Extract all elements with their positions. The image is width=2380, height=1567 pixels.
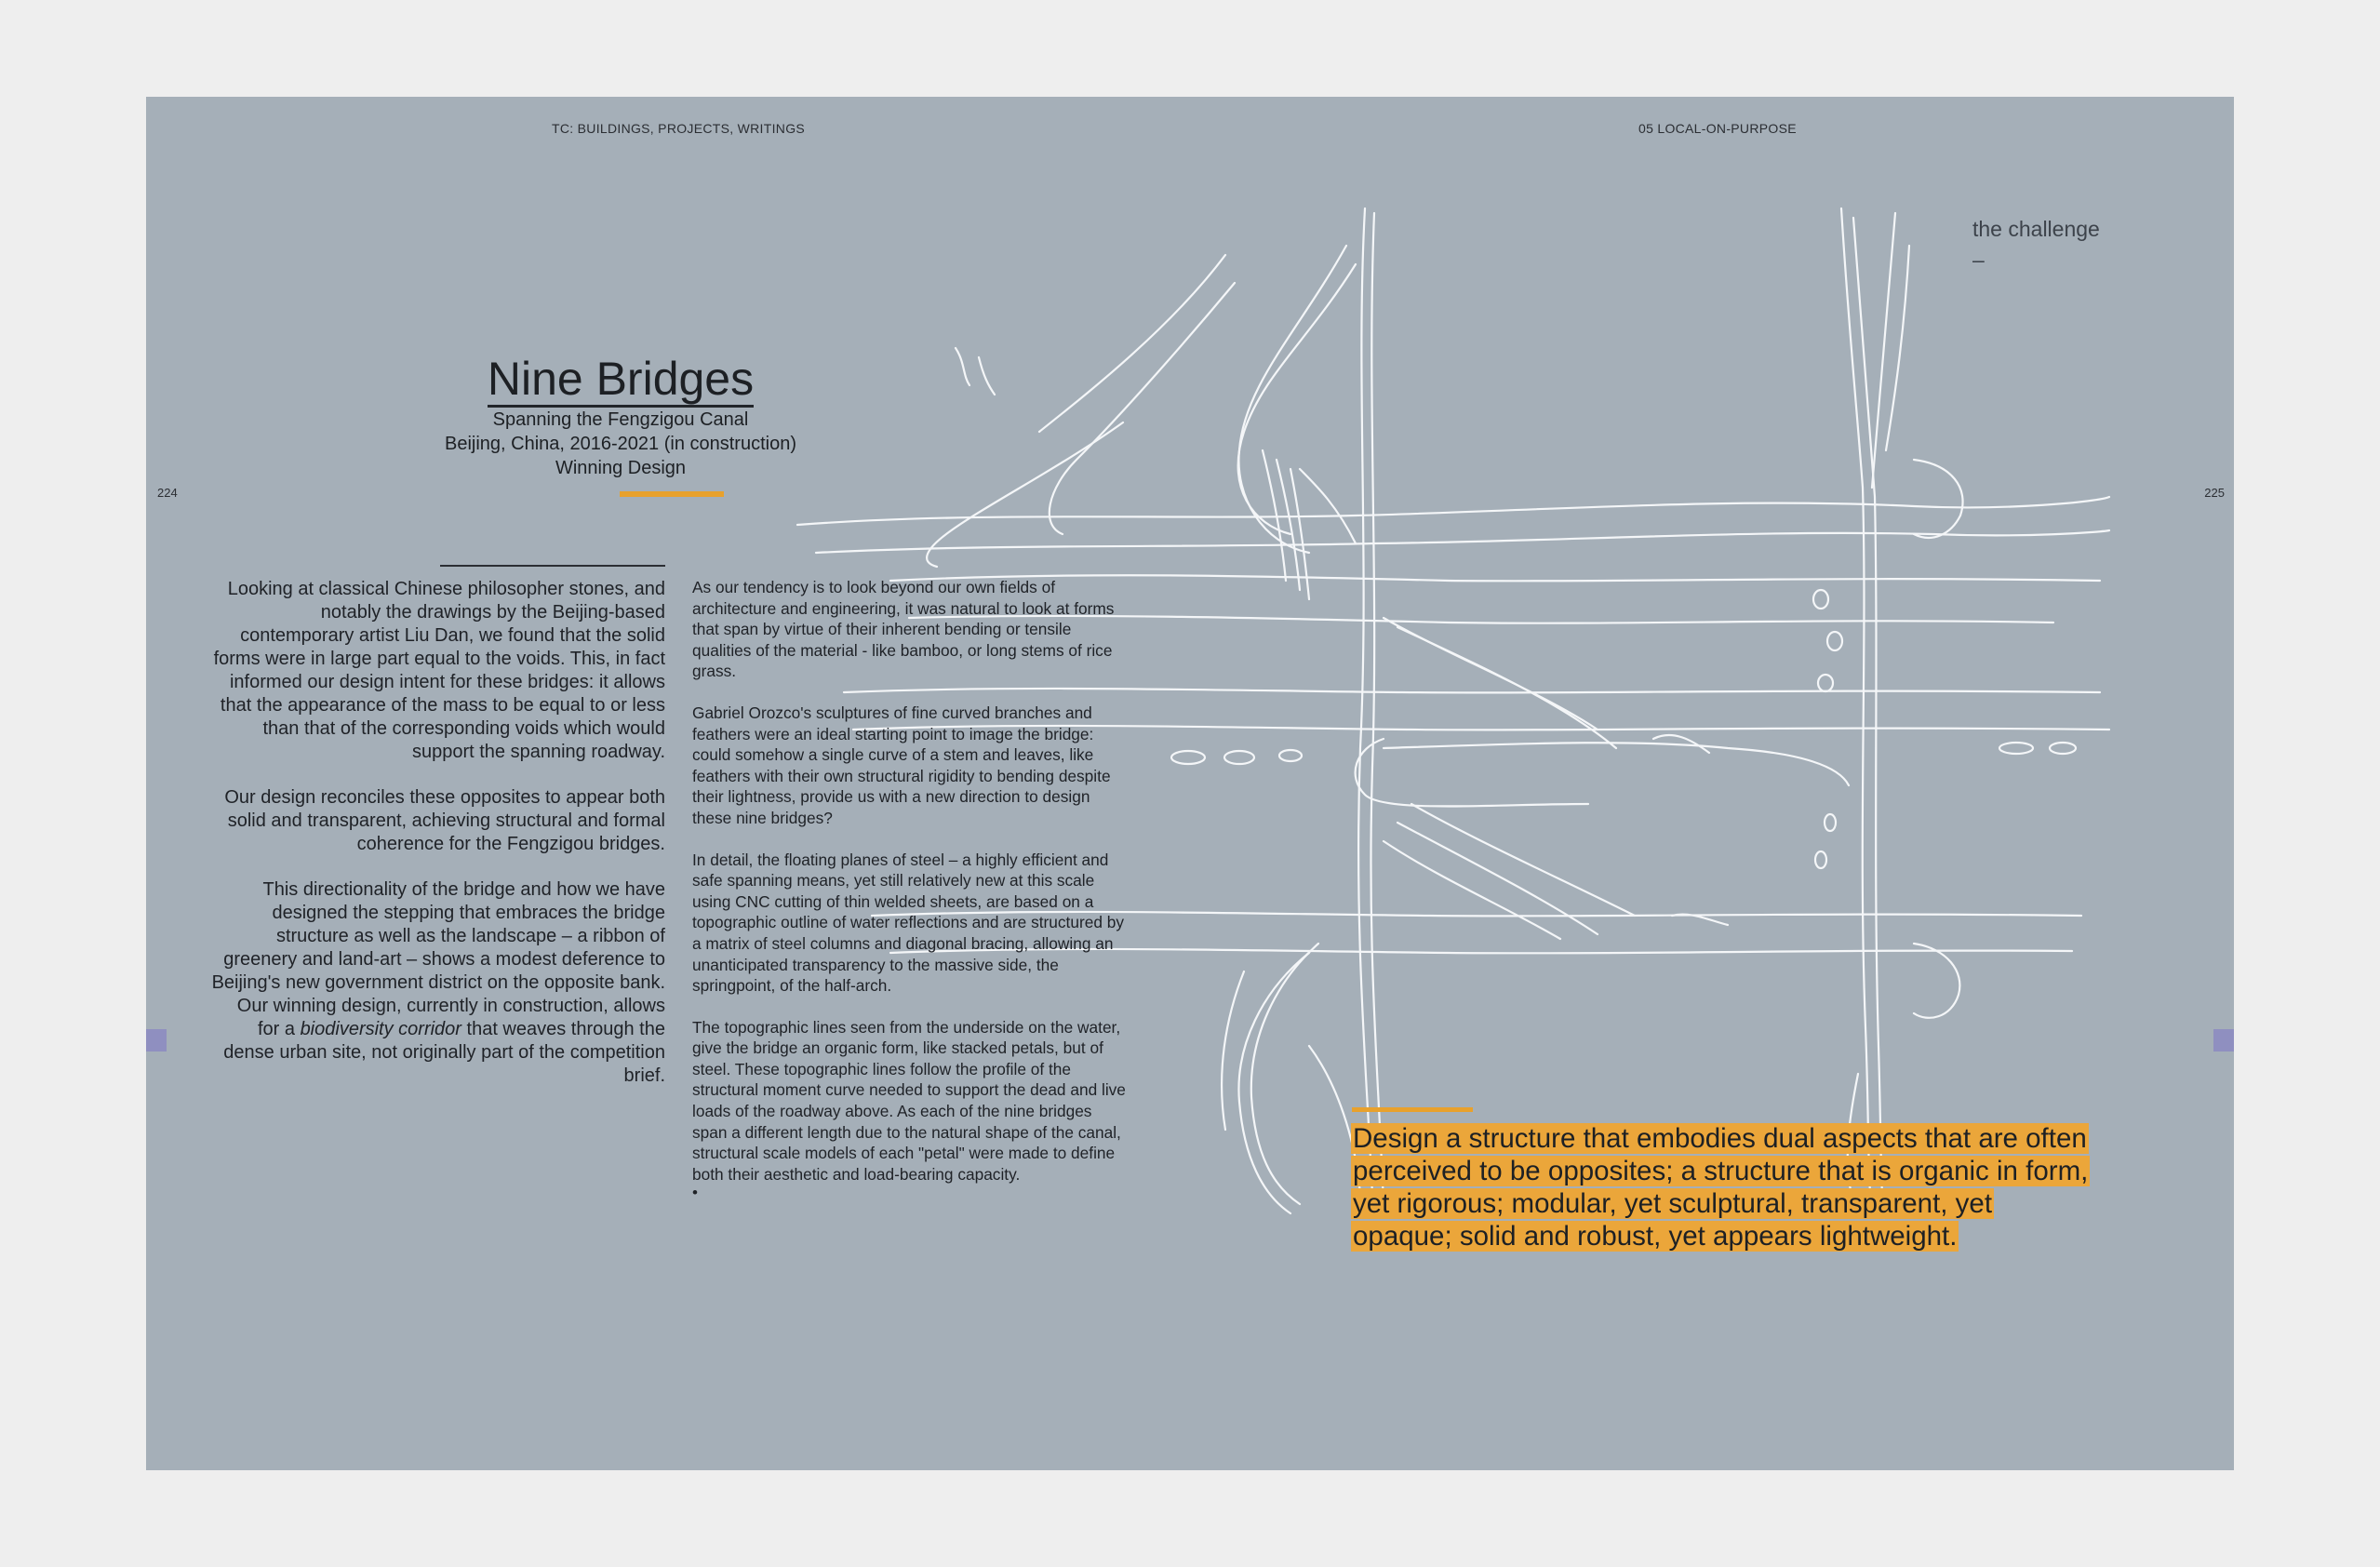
book-spread — [146, 97, 2234, 1470]
quote-accent-rule — [1352, 1107, 1473, 1112]
challenge-label-dash: – — [1972, 248, 1985, 272]
body-paragraph: Looking at classical Chinese philosopher stones, and notably the drawings by the Beijing-based contemporary artist Liu Dan, we found that the solid forms were in large part equal to the voids. This, in fact informed our design intent for these bridges: it allows that the appearance of the mass to be equal to or less than that of the corresponding voids which would support the spanning roadway. — [213, 579, 665, 762]
challenge-label-text: the challenge — [1972, 217, 2100, 241]
body-paragraph — [211, 878, 665, 1088]
running-head-right: 05 LOCAL-ON-PURPOSE — [1638, 121, 1797, 136]
end-mark: • — [692, 1184, 698, 1202]
subtitle-dates: Beijing, China, 2016-2021 (in construction) — [445, 434, 796, 454]
highlighted-quote — [1351, 1122, 2095, 1252]
body-paragraph: Gabriel Orozco's sculptures of fine curved branches and feathers were an ideal starting point to image the bridge: could somehow a single curve of a stem and leaves, like feathers with their own structural rigidity to bending despite their lightness, provide us with a new direction to design these nine bridges? — [692, 703, 1111, 827]
body-paragraph: In detail, the floating planes of steel – a highly efficient and safe spanning means, yet still relatively new at this scale using CNC cutting of thin welded sheets, are based on a topographic outline of water reflections and are structured by a matrix of steel columns and diagonal bracing, allowing an unanticipated transparency to the massive side, the springpoint, of the half-arch. — [692, 850, 1124, 996]
text-span: This directionality of the bridge and how we have designed the stepping that embraces the bridge structure as well as the landscape – a ribbon of greenery and land-art – shows a modest deference to Beijing's new government district on the opposite bank. Our winning design, currently in construction, allows for a — [211, 879, 665, 1039]
subtitle-location: Spanning the Fengzigou Canal — [492, 409, 749, 430]
title-accent-rule — [620, 491, 724, 497]
title-block — [388, 353, 853, 480]
column-top-rule — [440, 565, 665, 567]
subtitle-status: Winning Design — [555, 458, 687, 478]
section-tab-left — [146, 1029, 167, 1051]
quote-text: Design a structure that embodies dual aspects that are often perceived to be opposites; a structure that is organic in form, yet rigorous; modular, yet sculptural, transparent, yet opaque; solid and robust, yet appears lightweight. — [1353, 1123, 2089, 1252]
body-paragraph: The topographic lines seen from the underside on the water, give the bridge an organic form, like stacked petals, but of steel. These topographic lines follow the profile of the structural moment curve needed to support the dead and live loads of the roadway above. As each of the nine bridges span a different length due to the natural shape of the canal, structural scale models of each "petal" were made to define both their aesthetic and load-bearing capacity. — [692, 1017, 1126, 1184]
page-title: Nine Bridges — [488, 353, 754, 408]
body-column-right — [692, 577, 1130, 1202]
body-column-left — [211, 578, 665, 1110]
body-paragraph: Our design reconciles these opposites to appear both solid and transparent, achieving structural and formal coherence for the Fengzigou bridges. — [224, 787, 665, 854]
emphasis-text: biodiversity corridor — [300, 1019, 461, 1039]
challenge-label — [1972, 214, 2100, 275]
running-head-left: TC: BUILDINGS, PROJECTS, WRITINGS — [552, 121, 806, 136]
page-number-left: 224 — [157, 486, 178, 500]
section-tab-right — [2213, 1029, 2234, 1051]
page-number-right: 225 — [2204, 486, 2225, 500]
text-span: that weaves through the dense urban site, not originally part of the competition brief. — [223, 1019, 665, 1086]
body-paragraph: As our tendency is to look beyond our own fields of architecture and engineering, it was natural to look at forms that span by virtue of their inherent bending or tensile qualities of the material - like bamboo, or long stems of rice grass. — [692, 578, 1115, 681]
